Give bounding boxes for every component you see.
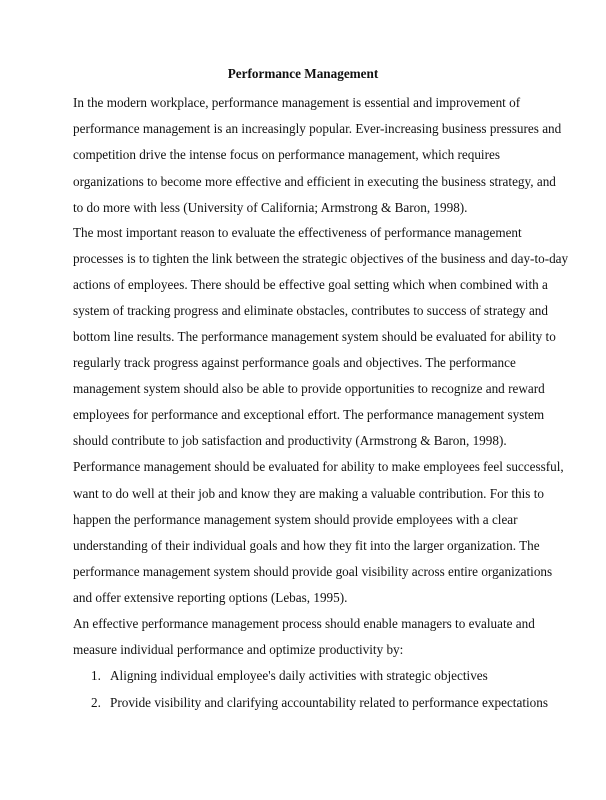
text-line: want to do well at their job and know they are making a valuable contribution. For this to (73, 486, 544, 501)
text-line: should contribute to job satisfaction and productivity (Armstrong & Baron, 1998). (73, 433, 507, 448)
text-line: regularly track progress against performance goals and objectives. The performance (73, 355, 516, 370)
page-title: Performance Management (227, 66, 379, 81)
text-line: Performance management should be evaluated for ability to make employees feel successful, (73, 459, 564, 474)
text-line: processes is to tighten the link between the strategic objectives of the business and day-to-day (73, 251, 569, 266)
text-line: actions of employees. There should be effective goal setting which when combined with a (73, 277, 548, 292)
text-line: employees for performance and exceptional effort. The performance management system (73, 407, 545, 422)
text-line: competition drive the intense focus on performance management, which requires (73, 147, 500, 162)
text-line: management system should also be able to provide opportunities to recognize and reward (73, 381, 545, 396)
list-item-text: Aligning individual employee's daily activities with strategic objectives (110, 668, 488, 683)
list-item-number: 2. (91, 695, 101, 710)
text-line: performance management is an increasingly popular. Ever-increasing business pressures and (73, 121, 562, 136)
text-line: organizations to become more effective and efficient in executing the business strategy, and (73, 174, 556, 189)
text-line: understanding of their individual goals and how they fit into the larger organization. The (73, 538, 540, 553)
text-line: The most important reason to evaluate the effectiveness of performance management (73, 225, 522, 240)
text-line: An effective performance management process should enable managers to evaluate and (73, 616, 535, 631)
text-line: bottom line results. The performance management system should be evaluated for ability to (73, 329, 556, 344)
text-line: In the modern workplace, performance management is essential and improvement of (73, 95, 521, 110)
list-item-text: Provide visibility and clarifying accountability related to performance expectations (110, 695, 548, 710)
list-item-number: 1. (91, 668, 101, 683)
text-line: system of tracking progress and eliminate obstacles, contributes to success of strategy and (73, 303, 548, 318)
text-line: to do more with less (University of California; Armstrong & Baron, 1998). (73, 200, 468, 215)
text-line: measure individual performance and optimize productivity by: (73, 642, 404, 657)
text-line: performance management system should provide goal visibility across entire organizations (73, 564, 553, 579)
text-line: and offer extensive reporting options (Lebas, 1995). (73, 590, 348, 605)
text-line: happen the performance management system should provide employees with a clear (73, 512, 518, 527)
